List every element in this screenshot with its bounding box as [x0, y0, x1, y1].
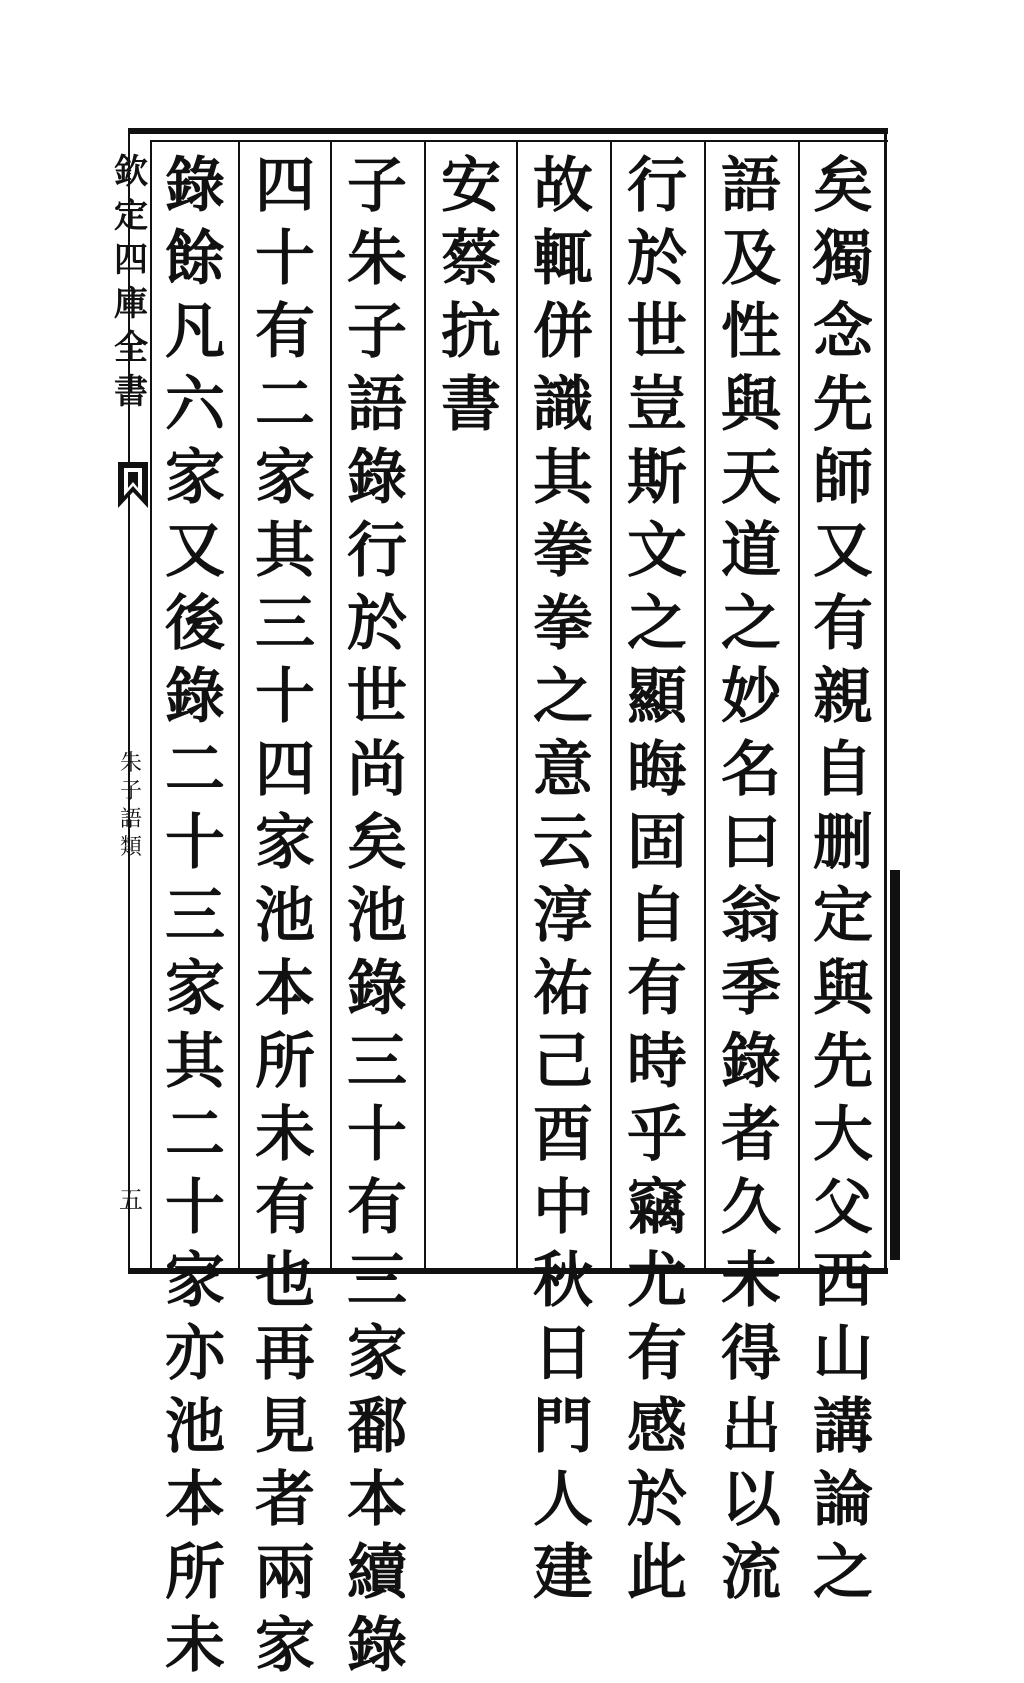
character: 人	[533, 1465, 593, 1535]
character: 錄	[165, 151, 225, 221]
character: 十	[165, 1173, 225, 1243]
character: 識	[533, 370, 593, 440]
page-number: 五	[119, 1186, 143, 1214]
text-column-1	[800, 150, 886, 1610]
character: 三	[347, 1027, 407, 1097]
column-divider	[330, 142, 332, 1268]
character: 者	[721, 1100, 781, 1170]
character: 也	[255, 1246, 315, 1316]
character: 池	[255, 881, 315, 951]
character: 二	[255, 370, 315, 440]
character: 豈	[627, 370, 687, 440]
character: 竊	[627, 1173, 687, 1243]
character: 定	[813, 881, 873, 951]
character: 門	[533, 1392, 593, 1462]
character: 晦	[627, 735, 687, 805]
character: 久	[721, 1173, 781, 1243]
character: 己	[533, 1027, 593, 1097]
character: 未	[255, 1100, 315, 1170]
character: 之	[813, 1538, 873, 1608]
character: 西	[813, 1246, 873, 1316]
character: 行	[347, 516, 407, 586]
character: 先	[813, 370, 873, 440]
character: 時	[627, 1027, 687, 1097]
character: 大	[813, 1100, 873, 1170]
character: 四	[255, 151, 315, 221]
character: 念	[813, 297, 873, 367]
character: 錄	[721, 1027, 781, 1097]
character: 翁	[721, 881, 781, 951]
character: 故	[533, 151, 593, 221]
character: 獨	[813, 224, 873, 294]
column-divider	[238, 142, 240, 1268]
character: 三	[347, 1246, 407, 1316]
character: 建	[533, 1538, 593, 1608]
page-banner	[112, 140, 150, 1270]
character: 拳	[533, 516, 593, 586]
character: 其	[255, 516, 315, 586]
character: 有	[255, 1173, 315, 1243]
character: 行	[627, 151, 687, 221]
character: 矣	[347, 808, 407, 878]
character: 本	[165, 1465, 225, 1535]
character: 未	[721, 1246, 781, 1316]
character: 家	[255, 808, 315, 878]
character: 之	[533, 662, 593, 732]
character: 鄱	[347, 1392, 407, 1462]
character: 錄	[347, 1611, 407, 1681]
character: 輒	[533, 224, 593, 294]
character: 於	[627, 224, 687, 294]
character: 所	[165, 1538, 225, 1608]
column-divider	[424, 142, 426, 1268]
character: 者	[255, 1465, 315, 1535]
banner-character: 庫	[114, 284, 148, 324]
character: 有	[255, 297, 315, 367]
character: 子	[347, 297, 407, 367]
character: 錄	[165, 662, 225, 732]
character: 與	[721, 370, 781, 440]
character: 性	[721, 297, 781, 367]
character: 斯	[627, 443, 687, 513]
character: 書	[441, 370, 501, 440]
character: 此	[627, 1538, 687, 1608]
character: 兩	[255, 1538, 315, 1608]
character: 矣	[813, 151, 873, 221]
character: 十	[347, 1100, 407, 1170]
banner-character: 語	[119, 807, 142, 832]
banner-character: 定	[114, 196, 148, 236]
character: 之	[721, 589, 781, 659]
text-column-7	[242, 150, 328, 1683]
character: 十	[165, 808, 225, 878]
character: 先	[813, 1027, 873, 1097]
character: 固	[627, 808, 687, 878]
character: 有	[813, 589, 873, 659]
character: 與	[813, 954, 873, 1024]
character: 山	[813, 1319, 873, 1389]
text-column-3	[614, 150, 700, 1610]
character: 世	[627, 297, 687, 367]
character: 六	[165, 370, 225, 440]
character: 祐	[533, 954, 593, 1024]
character: 語	[347, 370, 407, 440]
character: 論	[813, 1465, 873, 1535]
character: 秋	[533, 1246, 593, 1316]
character: 之	[627, 589, 687, 659]
character: 自	[813, 735, 873, 805]
character: 於	[347, 589, 407, 659]
character: 抗	[441, 297, 501, 367]
banner-character: 四	[114, 240, 148, 280]
right-border-thick	[890, 870, 900, 1260]
character: 所	[255, 1027, 315, 1097]
character: 删	[813, 808, 873, 878]
character: 出	[721, 1392, 781, 1462]
banner-character: 書	[114, 372, 148, 412]
banner-character: 欽	[114, 152, 148, 192]
character: 十	[255, 224, 315, 294]
character: 拳	[533, 589, 593, 659]
character: 淳	[533, 881, 593, 951]
character: 錄	[347, 443, 407, 513]
character: 顯	[627, 662, 687, 732]
character: 未	[165, 1611, 225, 1681]
character: 本	[347, 1465, 407, 1535]
character: 凡	[165, 297, 225, 367]
character: 亦	[165, 1319, 225, 1389]
character: 父	[813, 1173, 873, 1243]
character: 道	[721, 516, 781, 586]
column-divider	[704, 142, 706, 1268]
character: 尚	[347, 735, 407, 805]
character: 意	[533, 735, 593, 805]
character: 師	[813, 443, 873, 513]
character: 日	[533, 1319, 593, 1389]
character: 自	[627, 881, 687, 951]
character: 以	[721, 1465, 781, 1535]
text-column-8	[152, 150, 238, 1683]
text-column-2	[708, 150, 794, 1610]
character: 其	[533, 443, 593, 513]
character: 於	[627, 1465, 687, 1535]
character: 有	[347, 1173, 407, 1243]
column-divider	[516, 142, 518, 1268]
top-border	[128, 128, 888, 134]
character: 有	[627, 1319, 687, 1389]
character: 朱	[347, 224, 407, 294]
character: 世	[347, 662, 407, 732]
top-border-inner	[150, 140, 888, 142]
character: 續	[347, 1538, 407, 1608]
fish-tail-mark-icon	[118, 462, 148, 508]
character: 家	[255, 443, 315, 513]
character: 家	[165, 443, 225, 513]
character: 安	[441, 151, 501, 221]
character: 二	[165, 735, 225, 805]
character: 曰	[721, 808, 781, 878]
character: 家	[347, 1319, 407, 1389]
character: 家	[165, 954, 225, 1024]
character: 得	[721, 1319, 781, 1389]
banner-character: 全	[114, 328, 148, 368]
character: 又	[813, 516, 873, 586]
book-title	[112, 150, 150, 414]
character: 流	[721, 1538, 781, 1608]
chapter-title	[114, 750, 148, 862]
banner-character: 子	[119, 779, 142, 804]
character: 家	[255, 1611, 315, 1681]
character: 再	[255, 1319, 315, 1389]
character: 語	[721, 151, 781, 221]
column-divider	[610, 142, 612, 1268]
character: 尤	[627, 1246, 687, 1316]
character: 及	[721, 224, 781, 294]
character: 文	[627, 516, 687, 586]
character: 錄	[347, 954, 407, 1024]
character: 見	[255, 1392, 315, 1462]
character: 有	[627, 954, 687, 1024]
character: 家	[165, 1246, 225, 1316]
character: 三	[255, 589, 315, 659]
banner-character: 朱	[119, 751, 142, 776]
character: 中	[533, 1173, 593, 1243]
character: 天	[721, 443, 781, 513]
character: 云	[533, 808, 593, 878]
character: 其	[165, 1027, 225, 1097]
character: 併	[533, 297, 593, 367]
character: 十	[255, 662, 315, 732]
text-column-4	[520, 150, 606, 1610]
character: 蔡	[441, 224, 501, 294]
text-column-6	[334, 150, 420, 1683]
banner-character: 類	[119, 835, 142, 860]
character: 子	[347, 151, 407, 221]
character: 本	[255, 954, 315, 1024]
character: 酉	[533, 1100, 593, 1170]
character: 池	[165, 1392, 225, 1462]
text-column-5	[428, 150, 514, 442]
character: 季	[721, 954, 781, 1024]
character: 講	[813, 1392, 873, 1462]
character: 乎	[627, 1100, 687, 1170]
character: 妙	[721, 662, 781, 732]
character: 後	[165, 589, 225, 659]
character: 二	[165, 1100, 225, 1170]
character: 四	[255, 735, 315, 805]
character: 名	[721, 735, 781, 805]
character: 親	[813, 662, 873, 732]
character: 餘	[165, 224, 225, 294]
character: 三	[165, 881, 225, 951]
character: 感	[627, 1392, 687, 1462]
character: 池	[347, 881, 407, 951]
character: 又	[165, 516, 225, 586]
